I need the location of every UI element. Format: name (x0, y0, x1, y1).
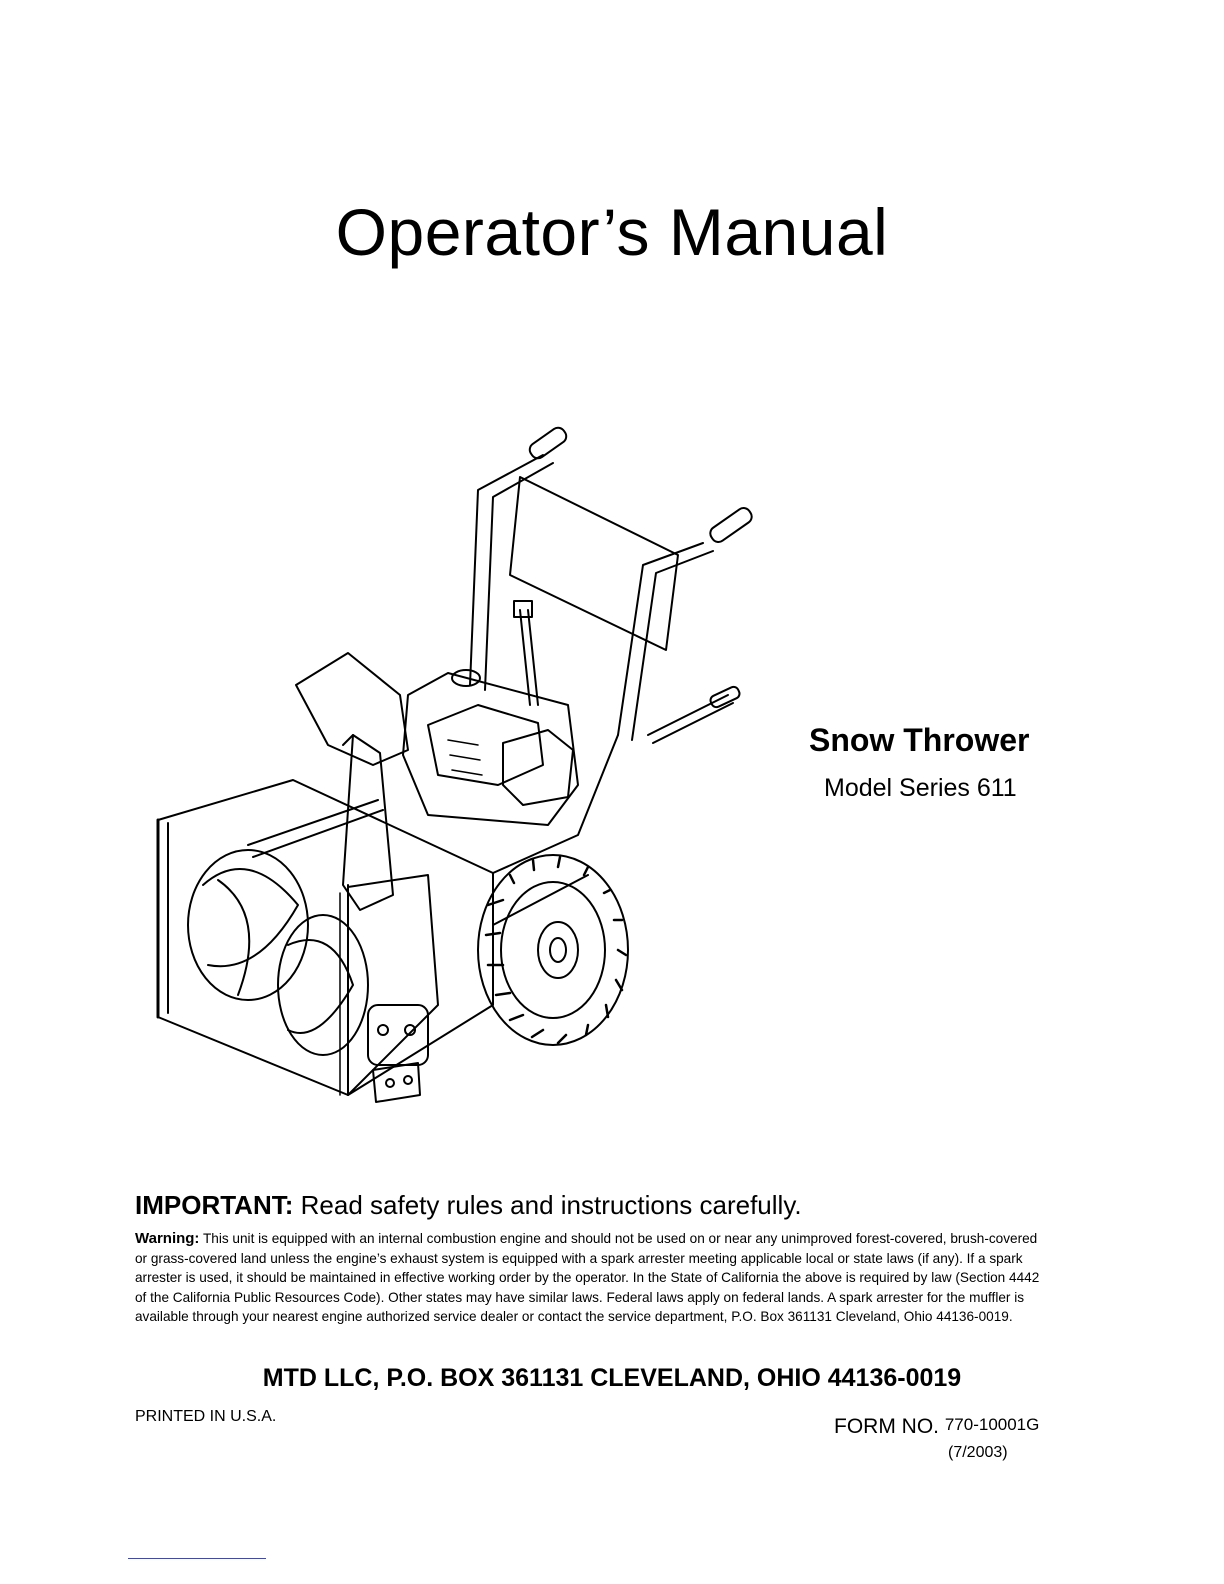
model-series: Model Series 611 (824, 774, 1017, 802)
warning-paragraph (135, 1229, 1050, 1327)
warning-text: This unit is equipped with an internal combustion engine and should not be used on or near any unimproved forest-covered, brush-covered or grass-covered land unless the engine’s exhaust system is equipped with a spark arrester meeting applicable local or state laws (if any). If a spark arrester is used, it should be maintained in effective working order by the operator. In the State of California the above is required by law (Section 4442 of the California Public Resources Code). Other states may have similar laws. Federal laws apply on federal lands. A spark arrester for the muffler is available through your nearest engine authorized service dealer or contact the service department, P.O. Box 361131 Cleveland, Ohio 44136-0019. (135, 1231, 1040, 1325)
form-date: (7/2003) (948, 1444, 1008, 1461)
form-number-value: 770-10001G (944, 1415, 1040, 1434)
footer-rule (128, 1558, 266, 1559)
manual-title: Operator’s Manual (335, 195, 889, 269)
snow-thrower-illustration (148, 405, 788, 1130)
product-name: Snow Thrower (809, 722, 1030, 758)
important-label: IMPORTANT: (135, 1190, 294, 1220)
form-number (834, 1415, 1039, 1439)
printed-in: PRINTED IN U.S.A. (135, 1408, 277, 1425)
important-notice (135, 1190, 802, 1221)
form-label: FORM NO. (834, 1415, 939, 1438)
company-address: MTD LLC, P.O. BOX 361131 CLEVELAND, OHIO 44136-0019 (262, 1364, 962, 1392)
warning-label: Warning: (135, 1230, 200, 1247)
important-text: Read safety rules and instructions carefully. (300, 1190, 802, 1220)
